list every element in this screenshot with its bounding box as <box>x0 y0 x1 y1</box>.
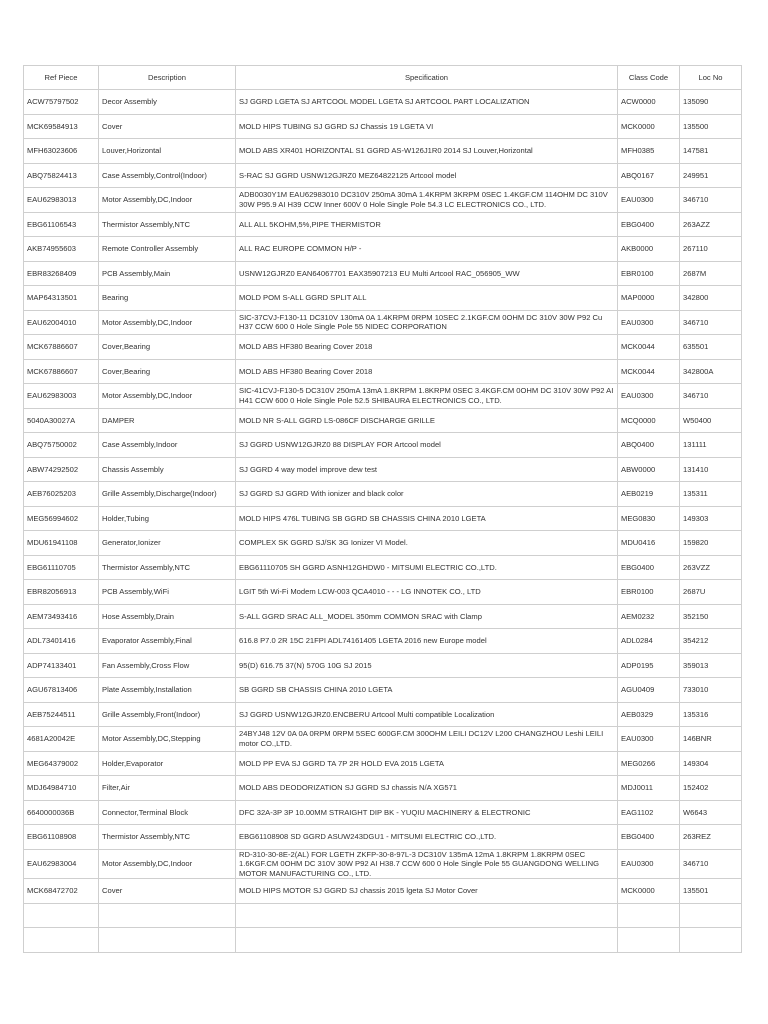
parts-table <box>23 65 742 953</box>
class-code-cell: MEG0830 <box>618 506 680 531</box>
loc-no-cell: 346710 <box>680 188 742 213</box>
table-header <box>24 66 742 90</box>
specification-cell: COMPLEX SK GGRD SJ/SK 3G Ionizer VI Model. <box>236 531 618 556</box>
ref-piece-cell <box>24 903 99 928</box>
description-cell: Remote Controller Assembly <box>99 237 236 262</box>
class-code-cell <box>618 928 680 953</box>
description-cell: Cover <box>99 114 236 139</box>
loc-no-cell: 267110 <box>680 237 742 262</box>
class-code-cell: ABW0000 <box>618 457 680 482</box>
header-specification: Specification <box>236 66 618 90</box>
table-row <box>24 237 742 262</box>
ref-piece-cell: EBR83268409 <box>24 261 99 286</box>
table-row <box>24 482 742 507</box>
class-code-cell: MFH0385 <box>618 139 680 164</box>
loc-no-cell: 359013 <box>680 653 742 678</box>
table-row <box>24 90 742 115</box>
class-code-cell: ACW0000 <box>618 90 680 115</box>
table-row <box>24 408 742 433</box>
class-code-cell: AEB0219 <box>618 482 680 507</box>
loc-no-cell: 346710 <box>680 849 742 879</box>
class-code-cell: ADL0284 <box>618 629 680 654</box>
header-description: Description <box>99 66 236 90</box>
description-cell: Filter,Air <box>99 776 236 801</box>
description-cell <box>99 928 236 953</box>
ref-piece-cell: MFH63023606 <box>24 139 99 164</box>
class-code-cell: EBR0100 <box>618 580 680 605</box>
class-code-cell: MDU0416 <box>618 531 680 556</box>
table-row <box>24 928 742 953</box>
ref-piece-cell <box>24 928 99 953</box>
ref-piece-cell: AEB75244511 <box>24 702 99 727</box>
class-code-cell: EAU0300 <box>618 310 680 335</box>
loc-no-cell: 131111 <box>680 433 742 458</box>
ref-piece-cell: EAU62004010 <box>24 310 99 335</box>
description-cell: Motor Assembly,DC,Indoor <box>99 384 236 409</box>
ref-piece-cell: 4681A20042E <box>24 727 99 752</box>
specification-cell: S-ALL GGRD SRAC ALL_MODEL 350mm COMMON SRAC with Clamp <box>236 604 618 629</box>
table-row <box>24 384 742 409</box>
specification-cell: 616.8 P7.0 2R 15C 21FPI ADL74161405 LGETA 2016 new Europe model <box>236 629 618 654</box>
class-code-cell: EBG0400 <box>618 555 680 580</box>
description-cell: Thermistor Assembly,NTC <box>99 212 236 237</box>
table-row <box>24 188 742 213</box>
description-cell: Cover,Bearing <box>99 335 236 360</box>
description-cell: DAMPER <box>99 408 236 433</box>
table-row <box>24 604 742 629</box>
table-row <box>24 849 742 879</box>
description-cell: Evaporator Assembly,Final <box>99 629 236 654</box>
class-code-cell: MAP0000 <box>618 286 680 311</box>
description-cell: Cover,Bearing <box>99 359 236 384</box>
table-row <box>24 261 742 286</box>
table-row <box>24 163 742 188</box>
class-code-cell: AEB0329 <box>618 702 680 727</box>
loc-no-cell: 346710 <box>680 310 742 335</box>
ref-piece-cell: ABQ75750002 <box>24 433 99 458</box>
description-cell: Thermistor Assembly,NTC <box>99 825 236 850</box>
loc-no-cell: 2687U <box>680 580 742 605</box>
table-row <box>24 506 742 531</box>
header-class-code: Class Code <box>618 66 680 90</box>
specification-cell: MOLD POM S-ALL GGRD SPLIT ALL <box>236 286 618 311</box>
description-cell: Plate Assembly,Installation <box>99 678 236 703</box>
table-row <box>24 286 742 311</box>
description-cell: Generator,Ionizer <box>99 531 236 556</box>
ref-piece-cell: EAU62983013 <box>24 188 99 213</box>
class-code-cell: EBR0100 <box>618 261 680 286</box>
description-cell: Grille Assembly,Front(Indoor) <box>99 702 236 727</box>
table-row <box>24 335 742 360</box>
ref-piece-cell: ABW74292502 <box>24 457 99 482</box>
loc-no-cell: 135090 <box>680 90 742 115</box>
table-row <box>24 653 742 678</box>
description-cell: Thermistor Assembly,NTC <box>99 555 236 580</box>
ref-piece-cell: AGU67813406 <box>24 678 99 703</box>
class-code-cell: MCK0000 <box>618 879 680 904</box>
specification-cell: SIC-41CVJ-F130-5 DC310V 250mA 13mA 1.8KRPM 1.8KRPM 0SEC 3.4KGF.CM 0OHM DC 310V 30W P92 AI H41 CCW 600 0 Hole Single Pole 52.5 SHIBAURA ELECTRONICS CO., LTD. <box>236 384 618 409</box>
table-row <box>24 800 742 825</box>
class-code-cell: EAG1102 <box>618 800 680 825</box>
description-cell: Fan Assembly,Cross Flow <box>99 653 236 678</box>
ref-piece-cell: MEG64379002 <box>24 751 99 776</box>
specification-cell: MOLD PP EVA SJ GGRD TA 7P 2R HOLD EVA 2015 LGETA <box>236 751 618 776</box>
class-code-cell: EAU0300 <box>618 849 680 879</box>
loc-no-cell: 135316 <box>680 702 742 727</box>
loc-no-cell: 159820 <box>680 531 742 556</box>
table-row <box>24 879 742 904</box>
loc-no-cell: 263AZZ <box>680 212 742 237</box>
ref-piece-cell: MDU61941108 <box>24 531 99 556</box>
specification-cell: S-RAC SJ GGRD USNW12GJRZ0 MEZ64822125 Artcool model <box>236 163 618 188</box>
loc-no-cell: 149304 <box>680 751 742 776</box>
loc-no-cell: 354212 <box>680 629 742 654</box>
table-row <box>24 776 742 801</box>
class-code-cell <box>618 903 680 928</box>
table-row <box>24 433 742 458</box>
description-cell: Holder,Tubing <box>99 506 236 531</box>
ref-piece-cell: ADL73401416 <box>24 629 99 654</box>
description-cell: Bearing <box>99 286 236 311</box>
ref-piece-cell: ADP74133401 <box>24 653 99 678</box>
description-cell: Case Assembly,Control(Indoor) <box>99 163 236 188</box>
table-row <box>24 825 742 850</box>
specification-cell: SJ GGRD SJ GGRD With ionizer and black color <box>236 482 618 507</box>
ref-piece-cell: ACW75797502 <box>24 90 99 115</box>
table-row <box>24 903 742 928</box>
ref-piece-cell: EBG61106543 <box>24 212 99 237</box>
specification-cell: MOLD NR S-ALL GGRD LS-086CF DISCHARGE GRILLE <box>236 408 618 433</box>
specification-cell: EBG61110705 SH GGRD ASNH12GHDW0 - MITSUMI ELECTRIC CO.,LTD. <box>236 555 618 580</box>
class-code-cell: MEG0266 <box>618 751 680 776</box>
specification-cell: DFC 32A-3P 3P 10.00MM STRAIGHT DIP BK - YUQIU MACHINERY & ELECTRONIC <box>236 800 618 825</box>
class-code-cell: MCK0000 <box>618 114 680 139</box>
loc-no-cell: W50400 <box>680 408 742 433</box>
specification-cell: LGIT 5th Wi-Fi Modem LCW-003 QCA4010 - - - LG INNOTEK CO., LTD <box>236 580 618 605</box>
loc-no-cell: 263VZZ <box>680 555 742 580</box>
class-code-cell: EAU0300 <box>618 188 680 213</box>
specification-cell: ALL RAC EUROPE COMMON H/P - <box>236 237 618 262</box>
description-cell: Chassis Assembly <box>99 457 236 482</box>
loc-no-cell: 131410 <box>680 457 742 482</box>
loc-no-cell <box>680 928 742 953</box>
class-code-cell: EAU0300 <box>618 727 680 752</box>
description-cell: Decor Assembly <box>99 90 236 115</box>
description-cell <box>99 903 236 928</box>
class-code-cell: ADP0195 <box>618 653 680 678</box>
ref-piece-cell: 5040A30027A <box>24 408 99 433</box>
loc-no-cell: 352150 <box>680 604 742 629</box>
ref-piece-cell: MEG56994602 <box>24 506 99 531</box>
specification-cell: MOLD HIPS TUBING SJ GGRD SJ Chassis 19 LGETA VI <box>236 114 618 139</box>
specification-cell: MOLD ABS HF380 Bearing Cover 2018 <box>236 335 618 360</box>
specification-cell: ADB0030Y1M EAU62983010 DC310V 250mA 30mA 1.4KRPM 3KRPM 0SEC 1.4KGF.CM 114OHM DC 310V 30W P95.9 AI H39 CCW Inner 600V 0 Hole Single Pole 54.3 LC ELECTRONICS CO., LTD. <box>236 188 618 213</box>
ref-piece-cell: MCK68472702 <box>24 879 99 904</box>
class-code-cell: MCQ0000 <box>618 408 680 433</box>
loc-no-cell: 152402 <box>680 776 742 801</box>
loc-no-cell: 635501 <box>680 335 742 360</box>
ref-piece-cell: MDJ64984710 <box>24 776 99 801</box>
specification-cell: MOLD HIPS 476L TUBING SB GGRD SB CHASSIS CHINA 2010 LGETA <box>236 506 618 531</box>
loc-no-cell: 135500 <box>680 114 742 139</box>
description-cell: Holder,Evaporator <box>99 751 236 776</box>
class-code-cell: MCK0044 <box>618 359 680 384</box>
ref-piece-cell: AEB76025203 <box>24 482 99 507</box>
specification-cell: MOLD ABS XR401 HORIZONTAL S1 GGRD AS-W126J1R0 2014 SJ Louver,Horizontal <box>236 139 618 164</box>
specification-cell: SJ GGRD USNW12GJRZ0 88 DISPLAY FOR Artcool model <box>236 433 618 458</box>
specification-cell: SJ GGRD USNW12GJRZ0.ENCBERU Artcool Multi compatible Localization <box>236 702 618 727</box>
class-code-cell: ABQ0167 <box>618 163 680 188</box>
specification-cell: SJ GGRD 4 way model improve dew test <box>236 457 618 482</box>
table-row <box>24 310 742 335</box>
specification-cell: 24BYJ48 12V 0A 0A 0RPM 0RPM 5SEC 600GF.CM 300OHM LEILI DC12V L200 CHANGZHOU Leshi LEILI motor CO.,LTD. <box>236 727 618 752</box>
class-code-cell: EBG0400 <box>618 212 680 237</box>
table-row <box>24 359 742 384</box>
table-row <box>24 751 742 776</box>
class-code-cell: MCK0044 <box>618 335 680 360</box>
description-cell: Motor Assembly,DC,Indoor <box>99 310 236 335</box>
loc-no-cell: 346710 <box>680 384 742 409</box>
table-row <box>24 212 742 237</box>
table-row <box>24 457 742 482</box>
table-row <box>24 139 742 164</box>
loc-no-cell: 263REZ <box>680 825 742 850</box>
ref-piece-cell: EBR82056913 <box>24 580 99 605</box>
ref-piece-cell: EAU62983004 <box>24 849 99 879</box>
loc-no-cell: W6643 <box>680 800 742 825</box>
specification-cell: MOLD ABS DEODORIZATION SJ GGRD SJ chassis N/A XG571 <box>236 776 618 801</box>
table-row <box>24 702 742 727</box>
class-code-cell: AGU0409 <box>618 678 680 703</box>
specification-cell: MOLD HIPS MOTOR SJ GGRD SJ chassis 2015 lgeta SJ Motor Cover <box>236 879 618 904</box>
ref-piece-cell: EAU62983003 <box>24 384 99 409</box>
table-row <box>24 678 742 703</box>
specification-cell: SIC-37CVJ-F130-11 DC310V 130mA 0A 1.4KRPM 0RPM 10SEC 2.1KGF.CM 0OHM DC 310V 30W P92 Cu H37 CCW 600 0 Hole Single Pole 55 NIDEC CORPORATION <box>236 310 618 335</box>
description-cell: Case Assembly,Indoor <box>99 433 236 458</box>
class-code-cell: EBG0400 <box>618 825 680 850</box>
specification-cell <box>236 928 618 953</box>
description-cell: Hose Assembly,Drain <box>99 604 236 629</box>
ref-piece-cell: MCK67886607 <box>24 335 99 360</box>
loc-no-cell: 147581 <box>680 139 742 164</box>
ref-piece-cell: ABQ75824413 <box>24 163 99 188</box>
specification-cell: SJ GGRD LGETA SJ ARTCOOL MODEL LGETA SJ ARTCOOL PART LOCALIZATION <box>236 90 618 115</box>
ref-piece-cell: EBG61110705 <box>24 555 99 580</box>
ref-piece-cell: MCK69584913 <box>24 114 99 139</box>
class-code-cell: ABQ0400 <box>618 433 680 458</box>
ref-piece-cell: EBG61108908 <box>24 825 99 850</box>
description-cell: Motor Assembly,DC,Indoor <box>99 188 236 213</box>
class-code-cell: AEM0232 <box>618 604 680 629</box>
ref-piece-cell: AEM73493416 <box>24 604 99 629</box>
loc-no-cell: 135311 <box>680 482 742 507</box>
specification-cell: USNW12GJRZ0 EAN64067701 EAX35907213 EU Multi Artcool RAC_056905_WW <box>236 261 618 286</box>
description-cell: Grille Assembly,Discharge(Indoor) <box>99 482 236 507</box>
table-row <box>24 629 742 654</box>
description-cell: Motor Assembly,DC,Indoor <box>99 849 236 879</box>
class-code-cell: AKB0000 <box>618 237 680 262</box>
ref-piece-cell: AKB74955603 <box>24 237 99 262</box>
header-ref-piece: Ref Piece <box>24 66 99 90</box>
class-code-cell: MDJ0011 <box>618 776 680 801</box>
specification-cell: MOLD ABS HF380 Bearing Cover 2018 <box>236 359 618 384</box>
description-cell: Connector,Terminal Block <box>99 800 236 825</box>
loc-no-cell: 146BNR <box>680 727 742 752</box>
loc-no-cell: 135501 <box>680 879 742 904</box>
description-cell: Cover <box>99 879 236 904</box>
specification-cell: SB GGRD SB CHASSIS CHINA 2010 LGETA <box>236 678 618 703</box>
table-row <box>24 555 742 580</box>
ref-piece-cell: MCK67886607 <box>24 359 99 384</box>
table-row <box>24 580 742 605</box>
ref-piece-cell: 6640000036B <box>24 800 99 825</box>
description-cell: PCB Assembly,Main <box>99 261 236 286</box>
specification-cell: 95(D) 616.75 37(N) 570G 10G SJ 2015 <box>236 653 618 678</box>
loc-no-cell: 342800 <box>680 286 742 311</box>
description-cell: Motor Assembly,DC,Stepping <box>99 727 236 752</box>
description-cell: PCB Assembly,WiFi <box>99 580 236 605</box>
table-row <box>24 114 742 139</box>
table-row <box>24 727 742 752</box>
loc-no-cell: 2687M <box>680 261 742 286</box>
loc-no-cell: 733010 <box>680 678 742 703</box>
specification-cell <box>236 903 618 928</box>
specification-cell: EBG61108908 SD GGRD ASUW243DGU1 - MITSUMI ELECTRIC CO.,LTD. <box>236 825 618 850</box>
specification-cell: ALL ALL 5KOHM,5%,PIPE THERMISTOR <box>236 212 618 237</box>
loc-no-cell: 342800A <box>680 359 742 384</box>
description-cell: Louver,Horizontal <box>99 139 236 164</box>
table-row <box>24 531 742 556</box>
loc-no-cell: 149303 <box>680 506 742 531</box>
header-loc-no: Loc No <box>680 66 742 90</box>
ref-piece-cell: MAP64313501 <box>24 286 99 311</box>
header-row <box>24 66 742 90</box>
class-code-cell: EAU0300 <box>618 384 680 409</box>
table-body <box>24 90 742 953</box>
loc-no-cell <box>680 903 742 928</box>
loc-no-cell: 249951 <box>680 163 742 188</box>
specification-cell: RD-310-30-8E-2(AL) FOR LGETH ZKFP-30-8-97L-3 DC310V 135mA 12mA 1.8KRPM 1.8KRPM 0SEC 1.6KGF.CM 0OHM DC 310V 30W P92 AI H38.7 CCW 600 0 Hole Single Pole 55 GUANGDONG WELLING MOTOR MANUFACTURING CO., LTD. <box>236 849 618 879</box>
